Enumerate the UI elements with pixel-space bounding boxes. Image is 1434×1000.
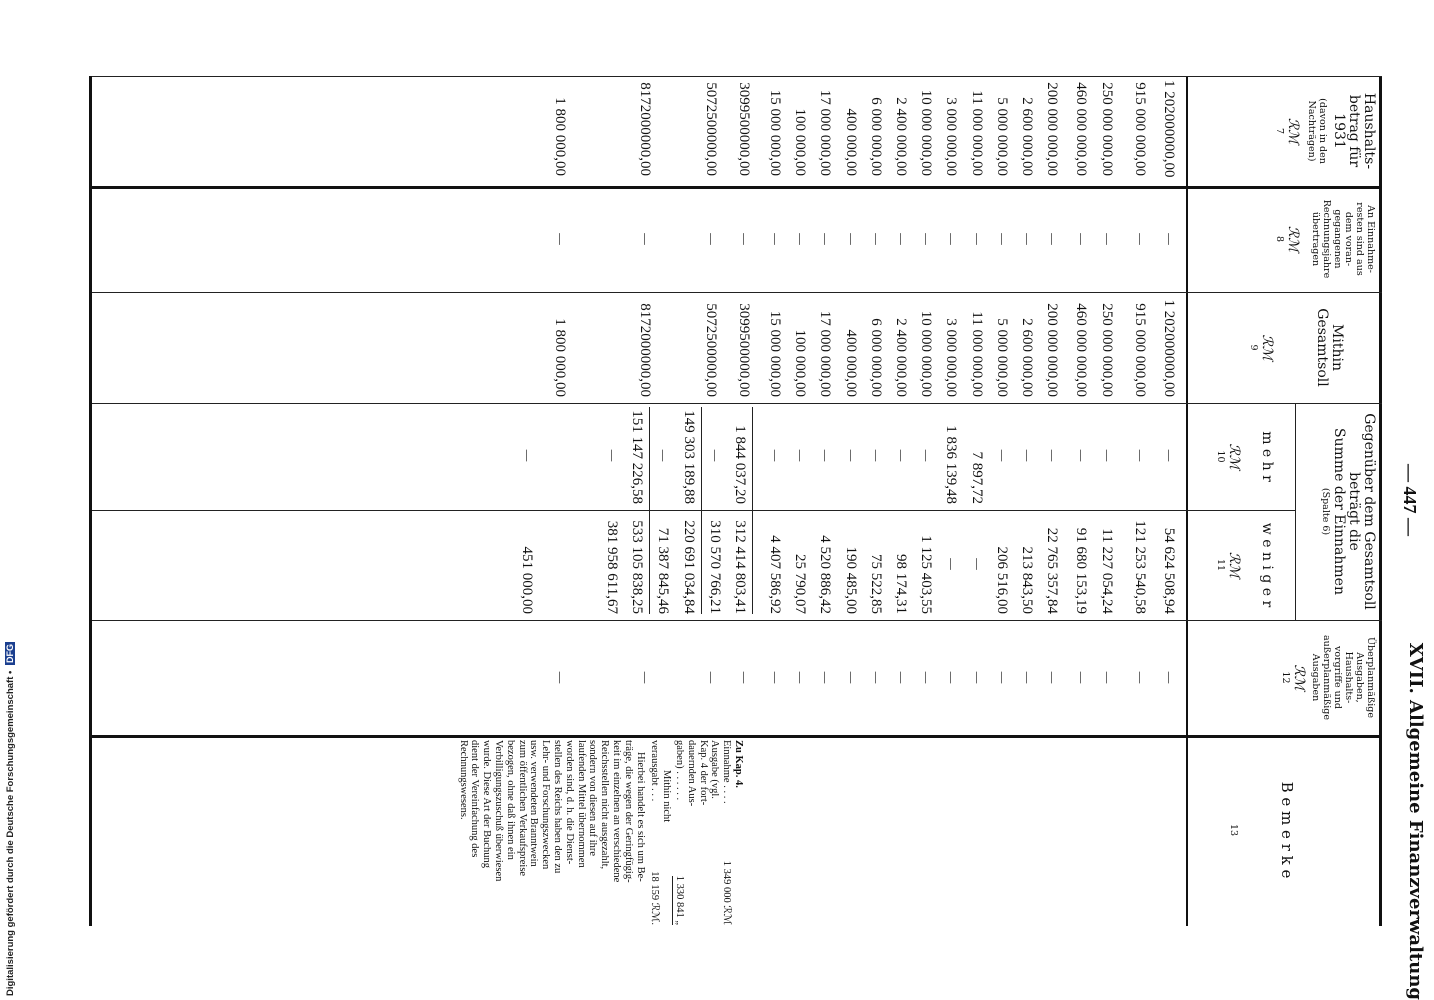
page-number: — 447 — xyxy=(1400,464,1420,536)
header-bottom-rule xyxy=(1186,76,1188,926)
digitization-note: Digitalisierung gefördert durch die Deutsche Forschungsgemeinschaft xyxy=(5,676,16,996)
col-divider xyxy=(92,76,1382,77)
col10-11-group-header: Gegenüber dem Gesamtsoll beträgt die Summe der Einnahmen (Spalte 6) xyxy=(1320,413,1377,610)
col12-values: — — — — — — — — — — — — — — — — — — — — xyxy=(552,671,1176,684)
col8-header: An Einnahme-resten sind aus dem voran-gegangenen Rechnungsjahre übertragen ℛℳ 8 xyxy=(1274,199,1376,279)
subtotals-block: 1 844 037,20 312 414 803,41 — 310 570 766,21 149 303 189,88 220 691 034,84 — 71 387 845,46 151 147 226,58 533 105 838,25 — 381 958 611,67 — 451 000,00 xyxy=(514,407,753,614)
col12-header: Überplanmäßige Ausgaben, Haushalts-vorgriffe und außerplanmäßige Ausgaben ℛℳ 12 xyxy=(1280,635,1376,720)
col-divider xyxy=(92,735,1382,738)
section-title: XVII. Allgemeine Finanzverwaltung xyxy=(1405,642,1426,1000)
col8-values: — — — — — — — — — — — — — — — — — — — — xyxy=(552,232,1176,246)
col13-header: B e m e r k e 13 xyxy=(1228,781,1296,879)
col9-values: 1 202000000,00 915 000 000,00 250 000 000,00 460 000 000,00 200 000 000,00 2 600 000,00 5 000 000,00 11 000 000,00 3 000 000,00 10 000 000,00 2 400 000,00 6 000 000,00 400 000,00 17 000 000,00 100 000,00 15 000 000,00 3099500000,00 5072500000,00 8172000000,00 1 800 000,00 xyxy=(552,299,1177,397)
table-bottom-rule xyxy=(89,76,92,926)
col-divider xyxy=(92,292,1382,293)
col10-values: — — — — — — — 7 897,72 1 836 139,48 — — — — — — — xyxy=(766,425,1176,504)
col-divider xyxy=(92,403,1382,404)
col11-values: 54 624 508,94 121 253 540,58 11 227 054,24 91 680 153,19 22 765 357,84 213 843,50 206 516,00 — — 1 125 403,55 98 174,31 75 522,85 190 485,00 4 520 886,42 25 790,07 4 407 586,92 xyxy=(766,520,1177,614)
col11-header: w e n i g e r ℛℳ 11 xyxy=(1215,522,1275,608)
group-rule xyxy=(1295,403,1296,620)
col7-values: 1 202000000,00 915 000 000,00 250 000 000,00 460 000 000,00 200 000 000,00 2 600 000,00 5 000 000,00 11 000 000,00 3 000 000,00 10 000 000,00 2 400 000,00 6 000 000,00 400 000,00 17 000 000,00 100 000,00 15 000 000,00 3099500000,00 5072500000,00 8172000000,00 1 800 000,00 xyxy=(552,80,1177,178)
col9-header: Mithin Gesamtsoll ℛℳ 9 xyxy=(1248,308,1345,387)
table-top-rule xyxy=(1379,76,1382,926)
remarks-heading: Zu Kap. 4. xyxy=(733,740,744,788)
dfg-logo: DFG xyxy=(5,644,15,664)
col7-header: Haushalts- betrag für 1931 (davon in den Nachträgen) ℛℳ 7 xyxy=(1274,92,1377,170)
col10-header: m e h r ℛℳ 10 xyxy=(1215,431,1275,482)
remarks-block: Zu Kap. 4. Einnahme . . . . 1 349 000 ℛℳ Ausgabe (vgl. Kap. 4 der fort- dauernden Aus- gaben) . . . . . . 1 330 841 „ Mithin nicht verausgabt . . . 18 159 ℛℳ. Hierbei handelt es sich um Be- träge, die wegen der Geringfügig- keit im einzelnen an verschiedene Reichsstellen nicht ausgezahlt, sondern von diesen auf ihre laufenden Mittel übernommen worden sind, d. h. die Dienst- stellen des Reichs haben den zu Lehr- und Forschungszwecken usw. verwendeten Branntwein zum öffentlichen Verkaufspreise bezogen, ohne daß ihnen ein Verbilligungszuschuß überwiesen wurde. Diese Art der Buchung dient der Vereinfachung des Rechnungswesens. xyxy=(457,740,744,925)
